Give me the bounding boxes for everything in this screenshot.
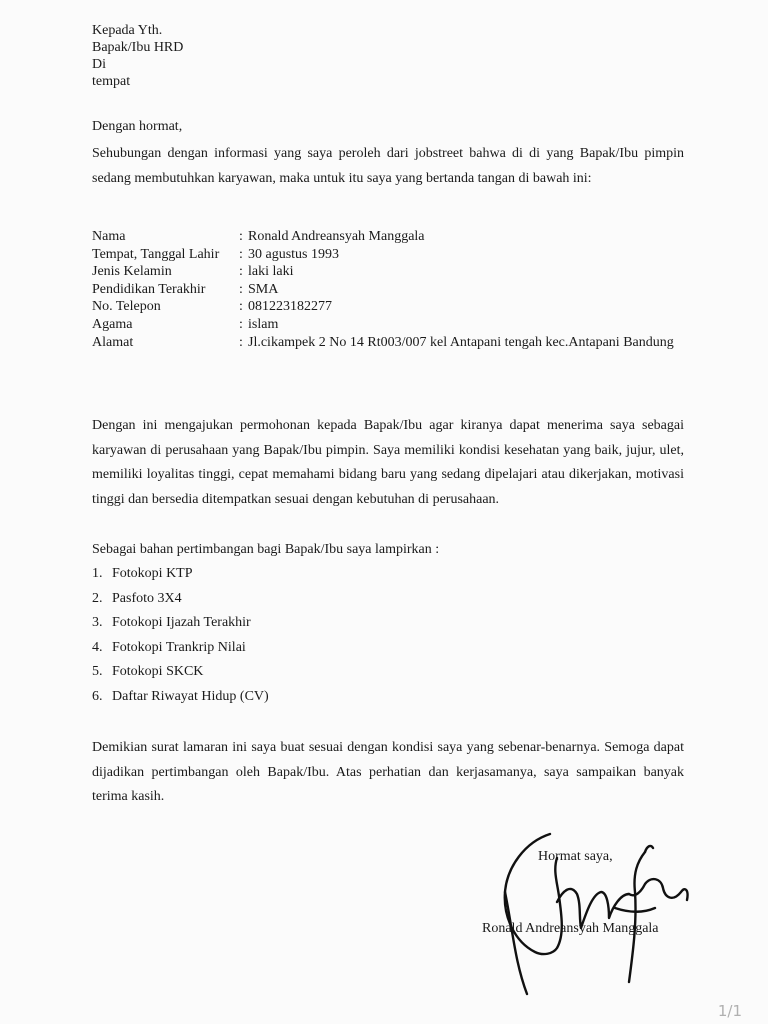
recipient-line: Di [92,57,106,72]
list-text: Pasfoto 3X4 [112,590,182,606]
list-text: Fotokopi KTP [112,566,193,581]
signer-name: Ronald Andreansyah Manggala [482,921,659,936]
identity-colon: : [239,229,243,244]
identity-colon: : [239,246,243,262]
identity-value: Ronald Andreansyah Manggala [248,229,425,244]
list-text: Fotokopi SKCK [112,664,204,680]
list-text: Daftar Riwayat Hidup (CV) [112,688,269,704]
identity-row [92,334,688,352]
handwritten-signature [495,822,705,1002]
identity-row [92,281,688,299]
list-item [92,614,269,639]
recipient-line: Bapak/Ibu HRD [92,40,184,55]
identity-row [92,298,688,316]
identity-label: Alamat [92,334,134,350]
list-number: 1. [92,566,103,581]
recipient-block [92,22,183,90]
identity-label: No. Telepon [92,299,161,315]
list-number: 6. [92,688,103,704]
identity-label: Pendidikan Terakhir [92,281,206,297]
list-number: 2. [92,590,103,606]
identity-label: Jenis Kelamin [92,264,172,280]
identity-colon: : [239,299,243,315]
identity-row [92,316,688,334]
identity-value: laki laki [248,264,294,280]
list-item [92,565,269,590]
attachments-intro: Sebagai bahan pertimbangan bagi Bapak/Ibu saya lampirkan : [92,542,440,557]
list-number: 4. [92,639,103,655]
identity-colon: : [239,334,243,350]
list-number: 5. [92,664,103,680]
recipient-line: Kepada Yth. [92,23,163,38]
list-number: 3. [92,615,103,631]
identity-row [92,228,688,246]
identity-colon: : [239,316,243,332]
identity-label: Agama [92,316,133,332]
attachments-list [92,565,269,713]
identity-label: Nama [92,229,126,244]
signoff-greeting: Hormat saya, [538,849,613,864]
identity-row [92,263,688,281]
identity-value: 30 agustus 1993 [248,246,339,262]
greeting: Dengan hormat, [92,119,183,134]
list-item [92,688,269,713]
list-item [92,663,269,688]
identity-value: SMA [248,281,279,297]
list-item [92,590,269,615]
closing-paragraph: Demikian surat lamaran ini saya buat sesuai dengan kondisi saya yang sebenar-benarnya. Semoga dapat dijadikan pertimbangan oleh Bapak/Ibu. Atas perhatian dan kerjasamanya, saya sampaikan banyak terima kasih. [92,740,684,805]
identity-row [92,246,688,264]
identity-value: 081223182277 [248,299,332,315]
intro-paragraph: Sehubungan dengan informasi yang saya peroleh dari jobstreet bahwa di di yang Bapak/Ibu pimpin sedang membutuhkan karyawan, maka untuk itu saya yang bertanda tangan di bawah ini: [92,146,684,186]
list-text: Fotokopi Ijazah Terakhir [112,615,251,631]
list-text: Fotokopi Trankrip Nilai [112,639,246,655]
page-indicator: 1/1 [717,1002,742,1020]
identity-colon: : [239,264,243,280]
identity-value: islam [248,316,279,332]
identity-value: Jl.cikampek 2 No 14 Rt003/007 kel Antapani tengah kec.Antapani Bandung [248,334,674,350]
identity-colon: : [239,281,243,297]
list-item [92,639,269,664]
recipient-line: tempat [92,74,131,89]
identity-label: Tempat, Tanggal Lahir [92,246,220,262]
identity-table [92,228,688,351]
application-paragraph: Dengan ini mengajukan permohonan kepada Bapak/Ibu agar kiranya dapat menerima saya sebagai karyawan di perusahaan yang Bapak/Ibu pimpin. Saya memiliki kondisi kesehatan yang baik, jujur, ulet, memiliki loyalitas tinggi, cepat memahami bidang baru yang sedang dipelajari atau dikerjakan, motivasi tinggi dan bersedia ditempatkan sesuai dengan kebutuhan di perusahaan. [92,418,684,507]
